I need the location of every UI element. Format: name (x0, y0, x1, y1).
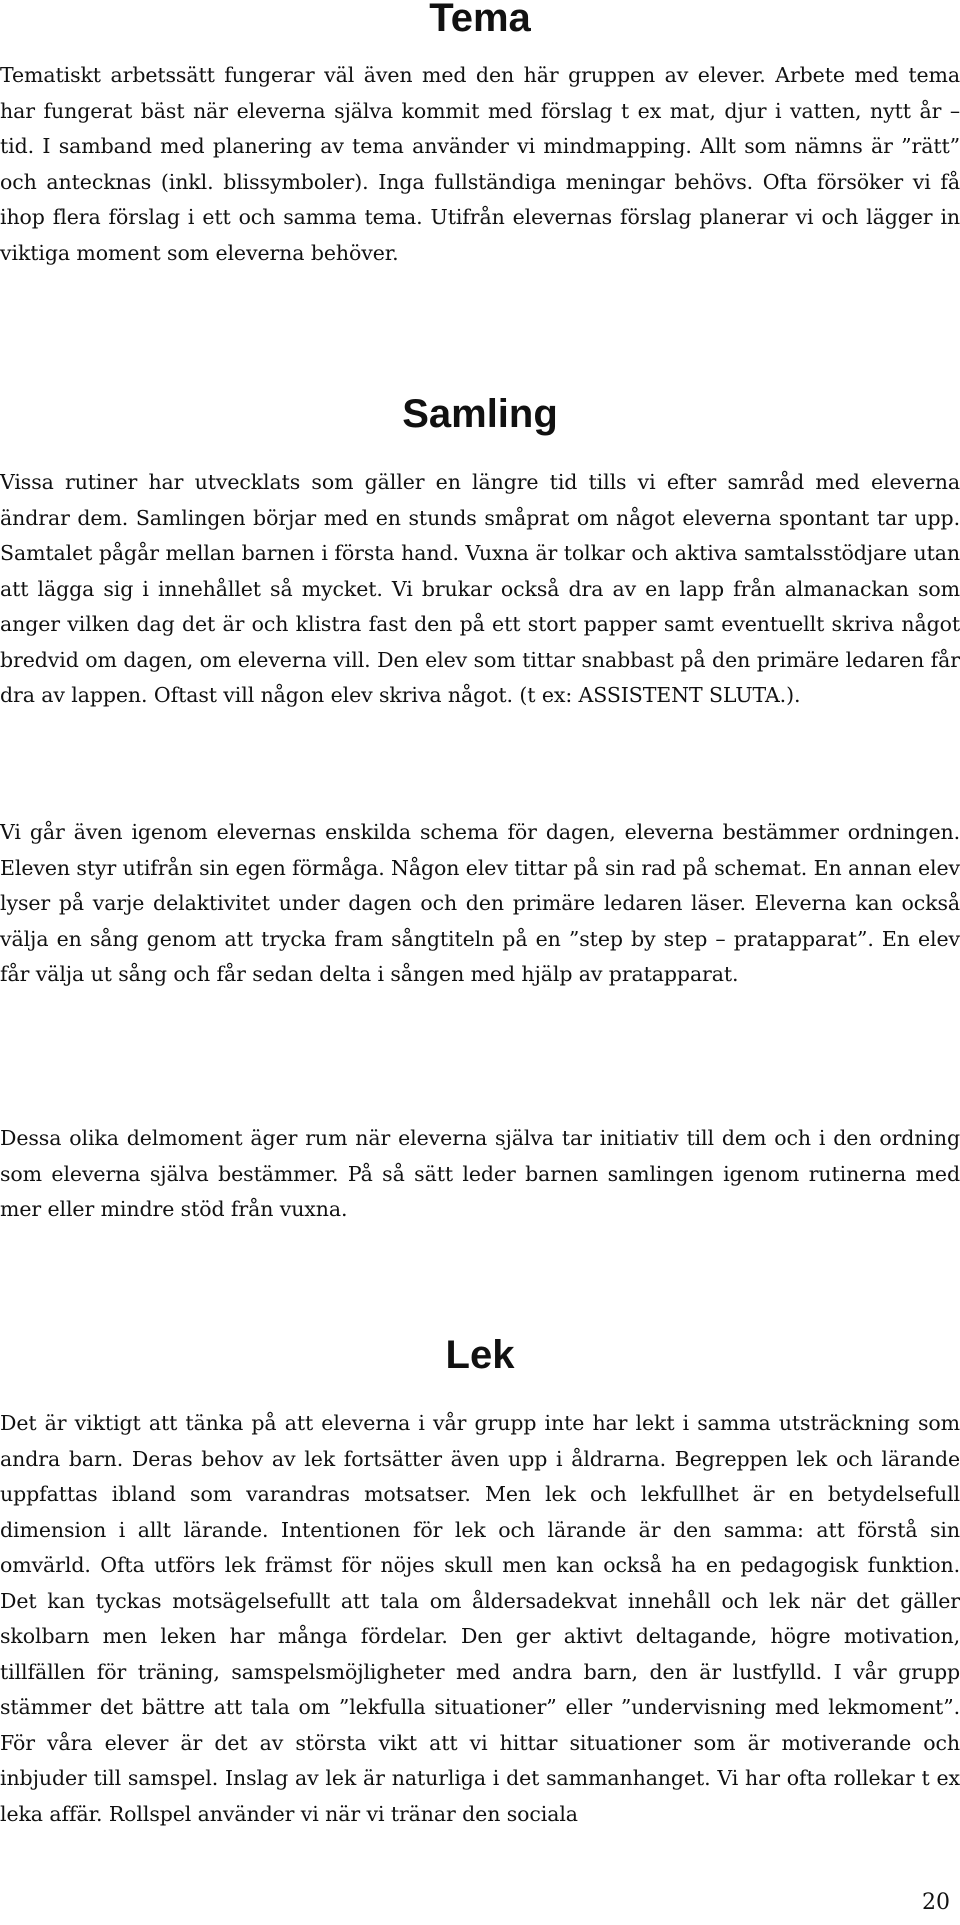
samling-paragraph-2: Vi går även igenom elevernas enskilda schema för dagen, eleverna bestämmer ordningen. Eleven styr utifrån sin egen förmåga. Någon elev tittar på sin rad på schemat. En annan elev lyser på varje delaktivitet under dagen och den primäre ledaren läser. Eleverna kan också välja en sång genom att trycka fram sångtiteln på en ”step by step – pratapparat”. En elev får välja ut sång och får sedan delta i sången med hjälp av pratapparat. (0, 820, 960, 986)
heading-lek: Lek (445, 1333, 515, 1377)
heading-samling: Samling (402, 392, 558, 436)
lek-paragraph-1: Det är viktigt att tänka på att eleverna i vår grupp inte har lekt i samma utsträckning som andra barn. Deras behov av lek fortsätter även upp i åldrarna. Begreppen lek och lärande uppfattas ibland som varandras motsatser. Men lek och lekfullhet är en betydelsefull dimension i allt lärande. Intentionen för lek och lärande är den samma: att förstå sin omvärld. Ofta utförs lek främst för nöjes skull men kan också ha en pedagogisk funktion. Det kan tyckas motsägelsefullt att tala om åldersadekvat innehåll och lek när det gäller skolbarn men leken har många fördelar. Den ger aktivt deltagande, högre motivation, tillfällen för träning, samspelsmöjligheter med andra barn, den är lustfylld. I vår grupp stämmer det bättre att tala om ”lekfulla situationer” eller ”undervisning med lekmoment”. För våra elever är det av största vikt att vi hittar situationer som är motiverande och inbjuder till samspel. Inslag av lek är naturliga i det sammanhanget. Vi har ofta rollekar t ex leka affär. Rollspel använder vi när vi tränar den sociala (0, 1411, 960, 1826)
samling-paragraph-3: Dessa olika delmoment äger rum när eleverna själva tar initiativ till dem och i den ordning som eleverna själva bestämmer. På så sätt leder barnen samlingen igenom rutinerna med mer eller mindre stöd från vuxna. (0, 1126, 960, 1221)
samling-paragraph-1: Vissa rutiner har utvecklats som gäller en längre tid tills vi efter samråd med eleverna ändrar dem. Samlingen börjar med en stunds småprat om något eleverna spontant tar upp. Samtalet pågår mellan barnen i första hand. Vuxna är tolkar och aktiva samtalsstödjare utan att lägga sig i innehållet så mycket. Vi brukar också dra av en lapp från almanackan som anger vilken dag det är och klistra fast den på ett stort papper samt eventuellt skriva något bredvid om dagen, om eleverna vill. Den elev som tittar snabbast på den primäre ledaren får dra av lappen. Oftast vill någon elev skriva något. (t ex: ASSISTENT SLUTA.). (0, 470, 960, 707)
page-number: 20 (922, 1890, 950, 1915)
heading-tema: Tema (429, 0, 531, 40)
tema-paragraph-1: Tematiskt arbetssätt fungerar väl även med den här gruppen av elever. Arbete med tema har fungerat bäst när eleverna själva kommit med förslag t ex mat, djur i vatten, nytt år – tid. I samband med planering av tema använder vi mindmapping. Allt som nämns är ”rätt” och antecknas (inkl. blissymboler). Inga fullständiga meningar behövs. Ofta försöker vi få ihop flera förslag i ett och samma tema. Utifrån elevernas förslag planerar vi och lägger in viktiga moment som eleverna behöver. (0, 63, 960, 265)
